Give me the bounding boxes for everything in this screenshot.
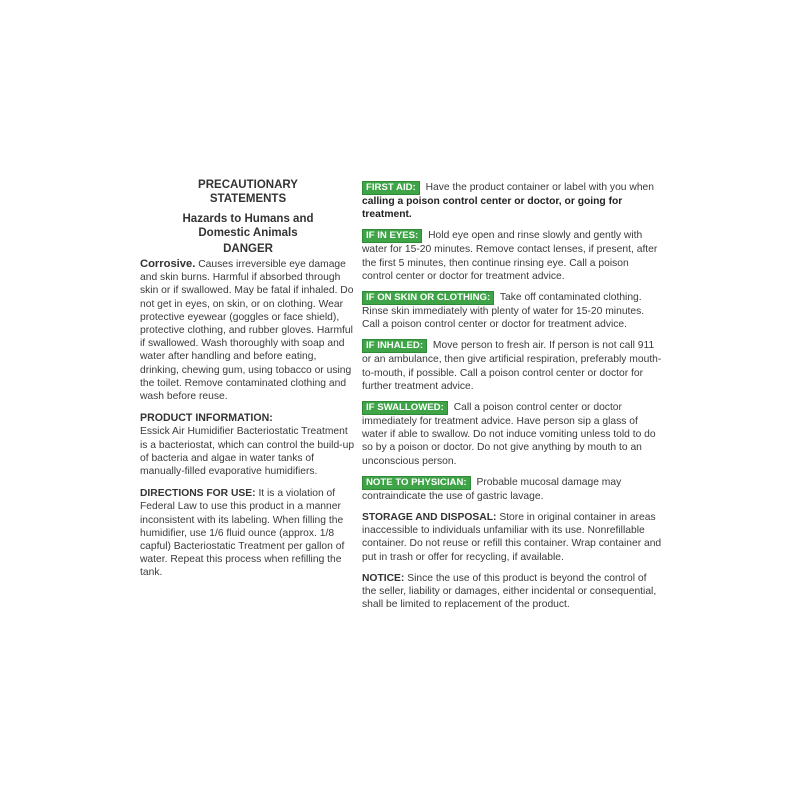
precautionary-title — [140, 178, 356, 206]
eyes-tag: IF IN EYES: — [362, 229, 422, 243]
inhaled-block — [362, 339, 662, 393]
danger-heading: DANGER — [223, 243, 273, 255]
hazards-line-2: Domestic Animals — [198, 227, 298, 239]
corrosive-paragraph — [140, 258, 356, 403]
hazards-line-1: Hazards to Humans and — [182, 213, 314, 225]
physician-tag: NOTE TO PHYSICIAN: — [362, 476, 471, 490]
hazards-heading — [140, 212, 356, 240]
first-aid-emphasis: calling a poison control center or doctor, or going for treatment. — [362, 196, 623, 221]
first-aid-tag: FIRST AID: — [362, 181, 420, 195]
directions-text: It is a violation of Federal Law to use this product in a manner inconsistent with its labeling. When filling the humidifier, use 1/6 fluid ounce (approx. 1/8 capful) Bacteriostatic Treatment per gallon of water. Repeat this process when refilling the tank. — [140, 488, 345, 579]
precautionary-column — [140, 178, 356, 589]
swallowed-block — [362, 401, 662, 468]
swallowed-tag: IF SWALLOWED: — [362, 401, 448, 415]
physician-block — [362, 476, 662, 503]
skin-block — [362, 291, 662, 331]
skin-text: Take off contaminated clothing. Rinse skin immediately with plenty of water for 15-20 minutes. Call a poison control center or doctor for treatment advice. — [362, 292, 645, 331]
title-line-1: PRECAUTIONARY — [198, 179, 298, 191]
title-line-2: STATEMENTS — [209, 193, 287, 205]
notice-title: NOTICE: — [362, 572, 405, 584]
physician-text: Probable mucosal damage may contraindicate the use of gastric lavage. — [362, 476, 622, 502]
storage-block — [362, 511, 662, 564]
notice-block — [362, 572, 662, 612]
swallowed-text: Call a poison control center or doctor immediately for treatment advice. Have person sip a glass of water if able to swallow. Do not induce vomiting unless told to do so by a poison or doctor. Do not give anything by mouth to an unconscious person. — [362, 402, 656, 467]
eyes-text: Hold eye open and rinse slowly and gently with water for 15-20 minutes. Remove contact lenses, if present, after the first 5 minutes, then continue rinsing eye. Call a poison control center or doctor for treatment advice. — [362, 230, 658, 282]
corrosive-text: Causes irreversible eye damage and skin burns. Harmful if absorbed through skin or if swallowed. May be fatal if inhaled. Do not get in eyes, on skin, or on clothing. Wear protective eyewear (goggles or face shield), protective clothing, and rubber gloves. Harmful if swallowed. Wash thoroughly with soap and water after handling and before eating, drinking, chewing gum, using tobacco or using the toilet. Remove contaminated clothing and wash before reuse. — [140, 259, 354, 403]
notice-text: Since the use of this product is beyond the control of the seller, liability or damages, either incidental or consequential, shall be limited to replacement of the product. — [362, 572, 657, 611]
product-information-title: PRODUCT INFORMATION: — [140, 412, 273, 425]
first-aid-text: Have the product container or label with you when — [425, 182, 655, 193]
storage-title: STORAGE AND DISPOSAL: — [362, 512, 497, 524]
inhaled-text: Move person to fresh air. If person is not call 911 or an ambulance, then give artificial respiration, preferably mouth-to-mouth, if possible. Call a poison control center or doctor for further treatment advice. — [362, 340, 662, 392]
skin-tag: IF ON SKIN OR CLOTHING: — [362, 291, 494, 305]
first-aid-block — [362, 181, 662, 221]
product-information — [140, 412, 356, 478]
product-information-text: Essick Air Humidifier Bacteriostatic Treatment is a bacteriostat, which can control the build-up of bacteria and algae in water tanks of manually-filled evaporative humidifiers. — [140, 426, 355, 478]
inhaled-tag: IF INHALED: — [362, 339, 427, 353]
eyes-block — [362, 229, 662, 283]
corrosive-lead: Corrosive. — [140, 258, 196, 270]
directions-title: DIRECTIONS FOR USE: — [140, 488, 256, 500]
storage-text: Store in original container in areas inaccessible to individuals unfamiliar with its use. Nonrefillable container. Do not reuse or refill this container. Wrap container and put in trash or offer for recycling, if available. — [362, 512, 662, 563]
first-aid-column — [362, 181, 662, 619]
directions-for-use — [140, 487, 356, 579]
